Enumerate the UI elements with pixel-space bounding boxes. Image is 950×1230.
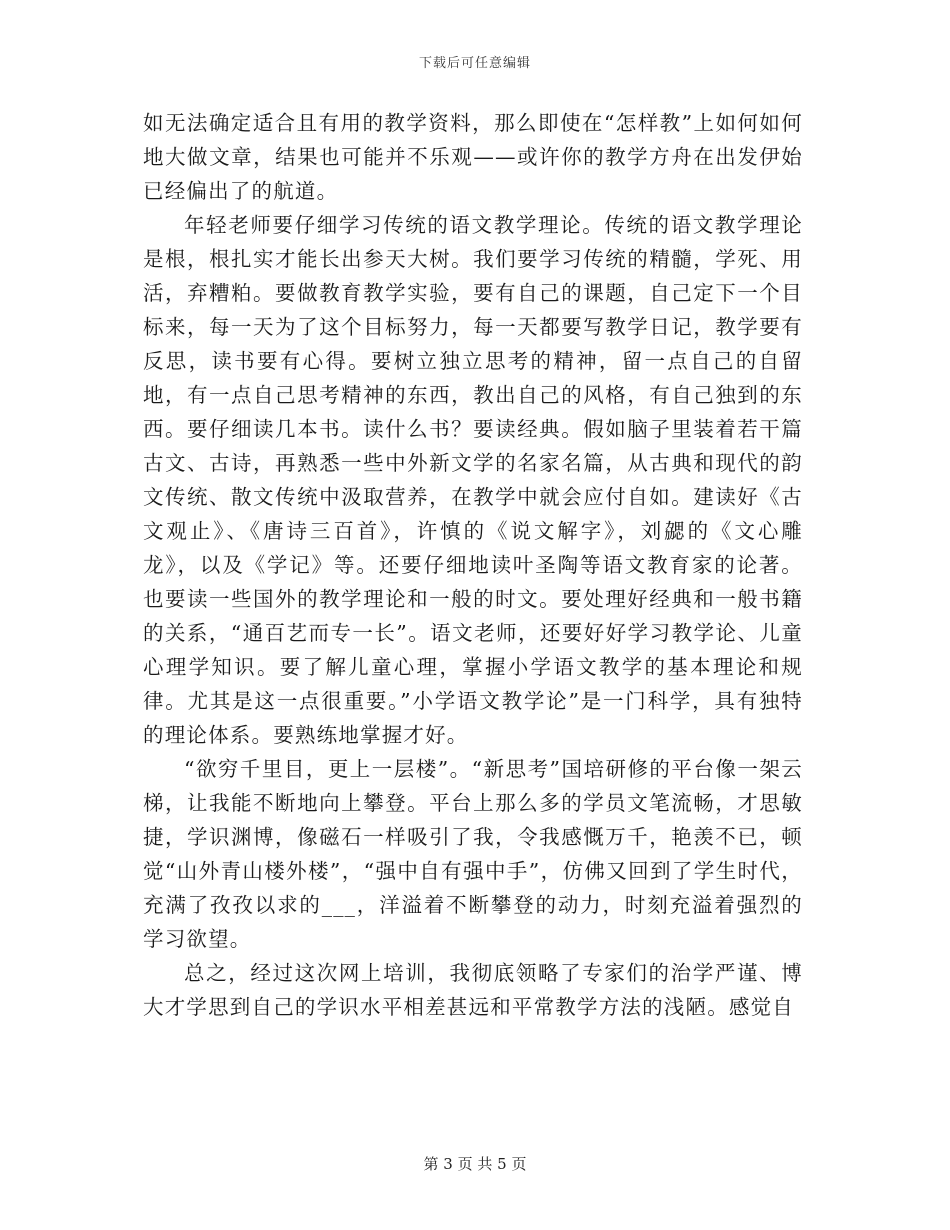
paragraph-continuation: 如无法确定适合且有用的教学资料，那么即使在“怎样教”上如何如何地大做文章，结果也可能并不乐观——或许你的教学方舟在出发伊始已经偏出了的航道。 <box>143 111 803 203</box>
paragraph-training-platform: “欲穷千里目，更上一层楼”。“新思考”国培研修的平台像一架云梯，让我能不断地向上攀登。平台上那么多的学员文笔流畅，才思敏捷，学识渊博，像磁石一样吸引了我，令我感慨万千，艳羡不已，顿觉“山外青山楼外楼”，“强中自有强中手”，仿佛又回到了学生时代，充满了孜孜以求的___，洋溢着不断攀登的动力，时刻充溢着强烈的学习欲望。 <box>143 757 803 951</box>
document-body <box>143 106 803 1024</box>
page-number: 第 3 页 共 5 页 <box>423 1155 527 1173</box>
paragraph-traditional-theory: 年轻老师要仔细学习传统的语文教学理论。传统的语文教学理论是根，根扎实才能长出参天大树。我们要学习传统的精髓，学死、用活，弃糟粕。要做教育教学实验，要有自己的课题，自己定下一个目标来，每一天为了这个目标努力，每一天都要写教学日记，教学要有反思，读书要有心得。要树立独立思考的精神，留一点自己的自留地，有一点自己思考精神的东西，教出自己的风格，有自己独到的东西。要仔细读几本书。读什么书？要读经典。假如脑子里装着若干篇古文、古诗，再熟悉一些中外新文学的名家名篇，从古典和现代的韵文传统、散文传统中汲取营养，在教学中就会应付自如。建读好《古文观止》、《唐诗三百首》，许慎的《说文解字》，刘勰的《文心雕龙》，以及《学记》等。还要仔细地读叶圣陶等语文教育家的论著。也要读一些国外的教学理论和一般的时文。要处理好经典和一般书籍的关系，“通百艺而专一长”。语文老师，还要好好学习教学论、儿童心理学知识。要了解儿童心理，掌握小学语文教学的基本理论和规律。尤其是这一点很重要。”小学语文教学论”是一门科学，具有独特的理论体系。要熟练地掌握才好。 <box>143 213 803 747</box>
page-header: 下载后可任意编辑 <box>418 56 531 71</box>
paragraph-summary: 总之，经过这次网上培训，我彻底领略了专家们的治学严谨、博大才学思到自己的学识水平相差甚远和平常教学方法的浅陋。感觉自 <box>143 961 803 1019</box>
